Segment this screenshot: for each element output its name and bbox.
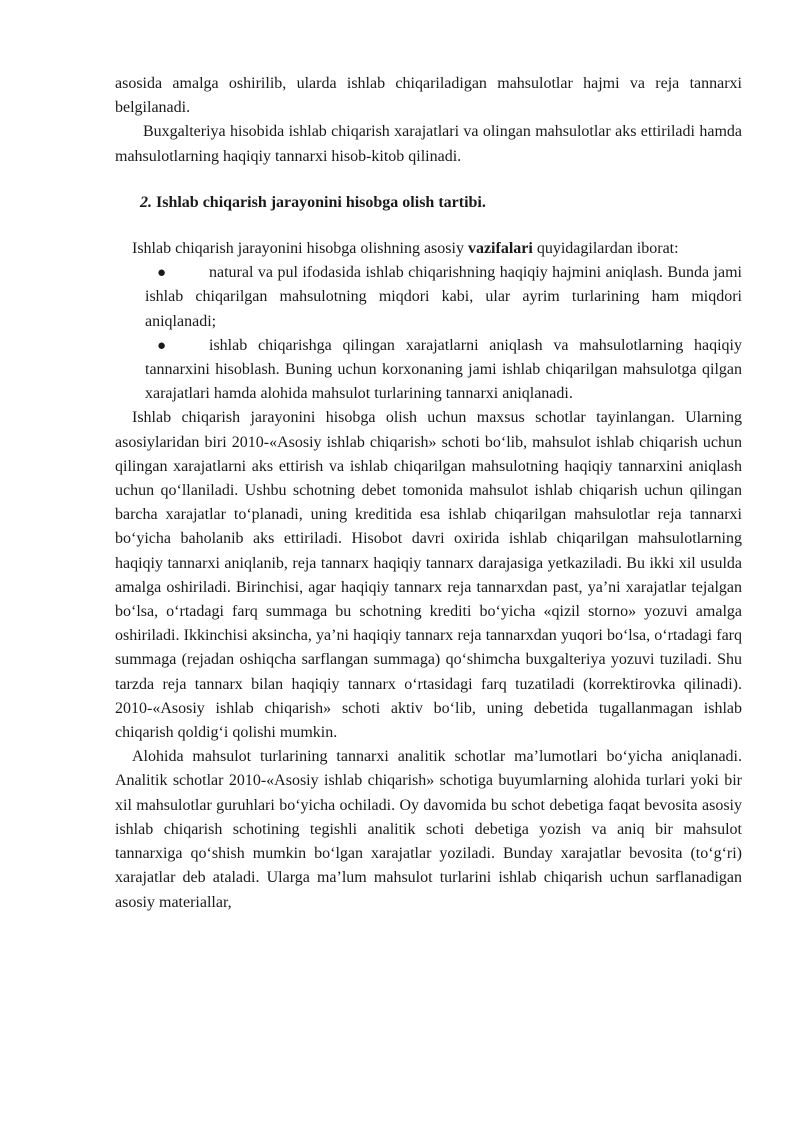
document-page — [115, 72, 742, 915]
paragraph-analitik: Alohida mahsulot turlarining tannarxi analitik schotlar ma’lumotlari bo‘yicha aniqlanadi. Analitik schotlar 2010-«Asosiy ishlab chiqarish» schotiga buyumlarning alohida turlari yoki bir xil mahsulotlar guruhlari bo‘yicha ochiladi. Oy davomida bu schot debetiga faqat bevosita asosiy ishlab chiqarish schotining tegishli analitik schoti debetiga yozish va aniq bir mahsulot tannarxiga qo‘shish mumkin bo‘lgan xarajatlar yoziladi. Bunday xarajatlar bevosita (to‘g‘ri) xarajatlar deb ataladi. Ularga ma’lum mahsulot turlarini ishlab chiqarish uchun sarflanadigan asosiy materiallar, — [115, 748, 742, 911]
task-list — [115, 261, 742, 406]
list-item-text: natural va pul ifodasida ishlab chiqarishning haqiqiy hajmini aniqlash. Bunda jami ishlab chiqarilgan mahsulotning miqdori kabi, ular ayrim turlarining ham miqdori aniqlanadi; — [145, 264, 742, 330]
intro-before: Ishlab chiqarish jarayonini hisobga olishning asosiy — [132, 240, 468, 258]
intro-bold-term: vazifalari — [467, 240, 533, 258]
section-number: 2. — [140, 193, 152, 211]
bullet-icon: ● — [157, 337, 167, 354]
bullet-icon: ● — [157, 265, 167, 282]
list-item — [145, 334, 742, 407]
paragraph-accounting: Buxgalteriya hisobida ishlab chiqarish xarajatlari va olingan mahsulotlar aks ettiriladi hamda mahsulotlarning haqiqiy tannarxi hisob-kitob qilinadi. — [115, 123, 742, 165]
paragraph-continuation: asosida amalga oshirilib, ularda ishlab chiqariladigan mahsulotlar hajmi va reja tannarxi belgilanadi. — [115, 75, 742, 117]
list-item-text: ishlab chiqarishga qilingan xarajatlarni aniqlash va mahsulotlarning haqiqiy tannarxini hisoblash. Buning uchun korxonaning jami ishlab chiqarilgan mahsulotga qilgan xarajatlari hamda alohida mahsulot turlarining tannarxi aniqlanadi. — [145, 336, 742, 403]
section-heading — [115, 191, 742, 215]
intro-after: quyidagilardan iborat: — [532, 240, 679, 258]
paragraph-intro — [115, 237, 742, 261]
paragraph-schotlar: Ishlab chiqarish jarayonini hisobga olish uchun maxsus schotlar tayinlangan. Ularning asosiylaridan biri 2010-«Asosiy ishlab chiqarish» schoti bo‘lib, mahsulot ishlab chiqarish uchun qilingan xarajatlarni aks ettirish va ishlab chiqarilgan mahsulotning haqiqiy tannarxini aniqlash uchun qo‘llaniladi. Ushbu schotning debet tomonida mahsulot ishlab chiqarish uchun qilingan barcha xarajatlar to‘planadi, uning kreditida esa ishlab chiqarilgan mahsulotlar reja tannarxi bo‘yicha baholanib aks ettiriladi. Hisobot davri oxirida ishlab chiqarilgan mahsulotlarning haqiqiy tannarxi aniqlanib, reja tannarx haqiqiy tannarx darajasiga yetkaziladi. Bu ikki xil usulda amalga oshiriladi. Birinchisi, agar haqiqiy tannarx reja tannarxdan past, ya’ni xarajatlar tejalgan bo‘lsa, o‘rtadagi farq summaga bu schotning krediti bo‘yicha «qizil storno» yozuvi amalga oshiriladi. Ikkinchisi aksincha, ya’ni haqiqiy tannarx reja tannarxdan yuqori bo‘lsa, o‘rtadagi farq summaga (rejadan oshiqcha sarflangan summaga) qo‘shimcha buxgalteriya yozuvi tuziladi. Shu tarzda reja tannarx bilan haqiqiy tannarx o‘rtasidagi farq tuzatiladi (korrektirovka qilinadi). 2010-«Asosiy ishlab chiqarish» schoti aktiv bo‘lib, uning debetida tugallanmagan ishlab chiqarish qoldig‘i qolishi mumkin. — [115, 409, 742, 742]
list-item — [145, 261, 742, 334]
section-title: Ishlab chiqarish jarayonini hisobga olish tartibi. — [156, 193, 486, 211]
